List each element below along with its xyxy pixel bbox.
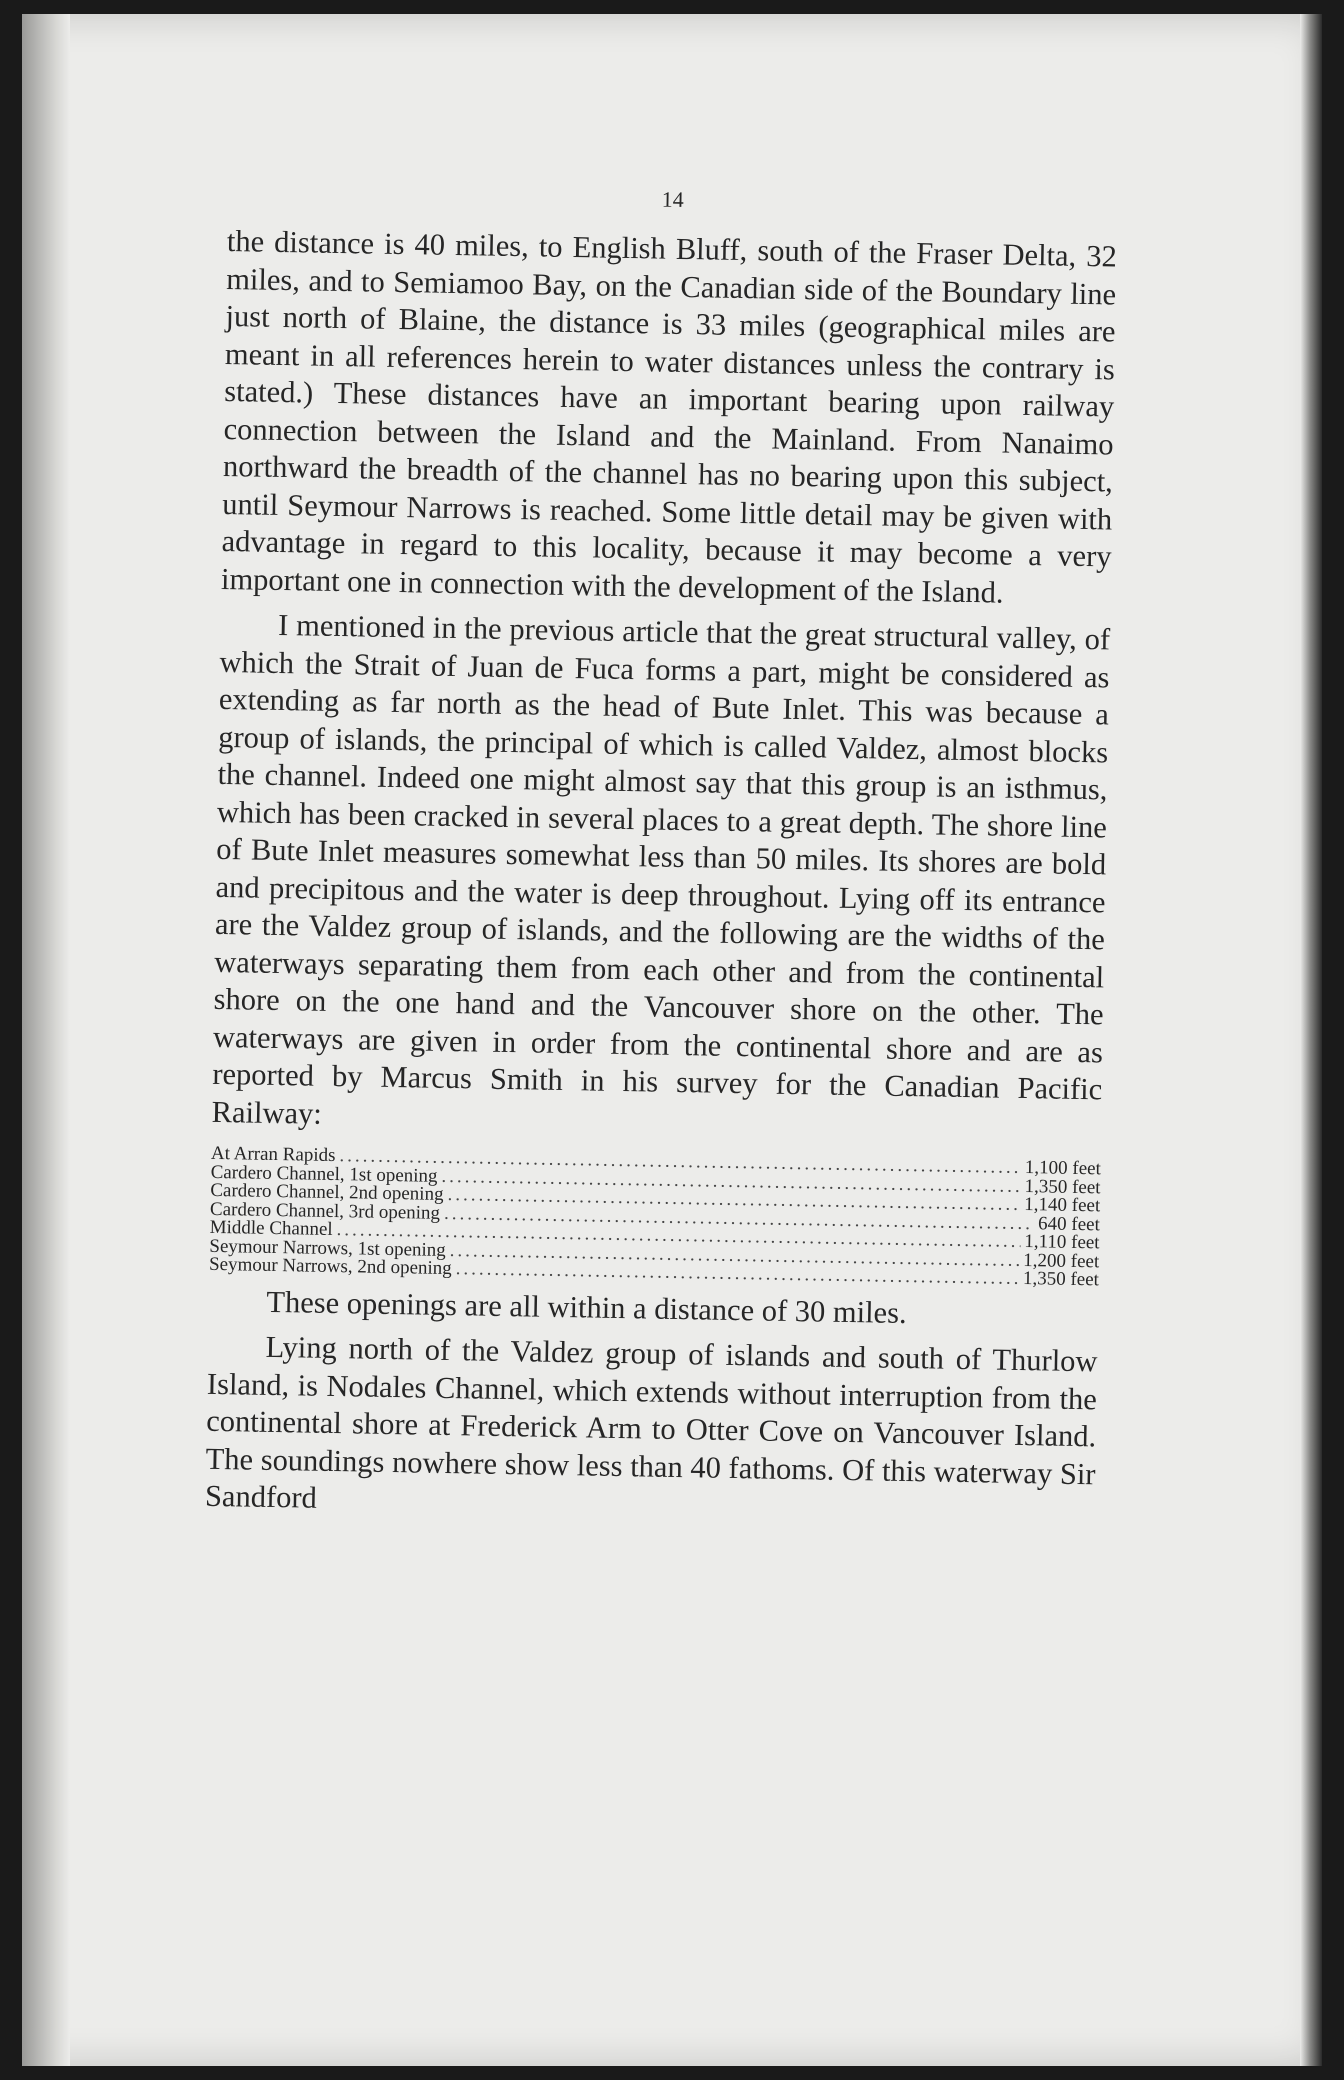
waterway-name: Seymour Narrows, 1st opening: [209, 1235, 446, 1261]
paragraph-4: Lying north of the Valdez group of islands and south of Thurlow Island, is Nodales Channel, which extends without interruption from the continental shore at Frederick Arm to Otter Cove on Vancouver Island. The soundings nowhere show less than 40 fathoms. Of this waterway Sir Sandford: [204, 1329, 1098, 1515]
waterway-name: Seymour Narrows, 2nd opening: [208, 1253, 452, 1280]
waterway-width: 1,200 feet: [1023, 1249, 1100, 1272]
page-content: [205, 179, 1118, 1531]
paragraph-1: the distance is 40 miles, to English Bluff, south of the Fraser Delta, 32 miles, and to Semiamoo Bay, on the Canadian side of the Boundary line just north of Blaine, the distance is 33 miles (geographical miles are meant in all references herein to water distances unless the contrary is stated.) These distances have an important bearing upon railway connection between the Island and the Mainland. From Nanaimo northward the breadth of the channel has no bearing upon this subject, until Seymour Narrows is reached. Some little detail may be given with advantage in regard to this locality, because it may become a very important one in connection with the development of the Island.: [220, 223, 1118, 610]
page-left-shadow: [22, 14, 70, 2066]
waterway-name: Cardero Channel, 1st opening: [210, 1161, 438, 1187]
page-right-shadow: [1300, 14, 1322, 2066]
waterway-width: 1,350 feet: [1024, 1175, 1101, 1198]
waterway-width: 1,100 feet: [1024, 1157, 1102, 1180]
waterway-width: 640 feet: [1037, 1212, 1101, 1235]
waterway-name: Middle Channel: [209, 1216, 333, 1240]
waterway-widths-table: [208, 1142, 1102, 1291]
waterway-name: Cardero Channel, 2nd opening: [210, 1179, 444, 1205]
waterway-width: 1,110 feet: [1024, 1231, 1100, 1254]
waterway-name: At Arran Rapids: [210, 1142, 336, 1167]
waterway-name: Cardero Channel, 3rd opening: [209, 1198, 441, 1224]
book-page: [22, 14, 1322, 2066]
paragraph-2: I mentioned in the previous article that the great structural valley, of which the Strait of Juan de Fuca forms a part, might be considered as extending as far north as the head of Bute Inlet. This was because a group of islands, the principal of which is called Valdez, almost blocks the channel. Indeed one might almost say that this group is an isthmus, which has been cracked in several places to a great depth. The shore line of Bute Inlet measures somewhat less than 50 miles. Its shores are bold and precipitous and the water is deep throughout. Lying off its entrance are the Valdez group of islands, and the following are the widths of the waterways separating them from each other and from the continental shore on the one hand and the Vancouver shore on the other. The waterways are given in order from the continental shore and are as reported by Marcus Smith in his survey for the Canadian Pacific Railway:: [211, 607, 1111, 1131]
paragraph-3: These openings are all within a distance of 30 miles.: [266, 1284, 907, 1330]
waterway-width: 1,350 feet: [1022, 1268, 1100, 1291]
waterway-width: 1,140 feet: [1024, 1194, 1101, 1217]
page-number: 14: [661, 186, 684, 212]
